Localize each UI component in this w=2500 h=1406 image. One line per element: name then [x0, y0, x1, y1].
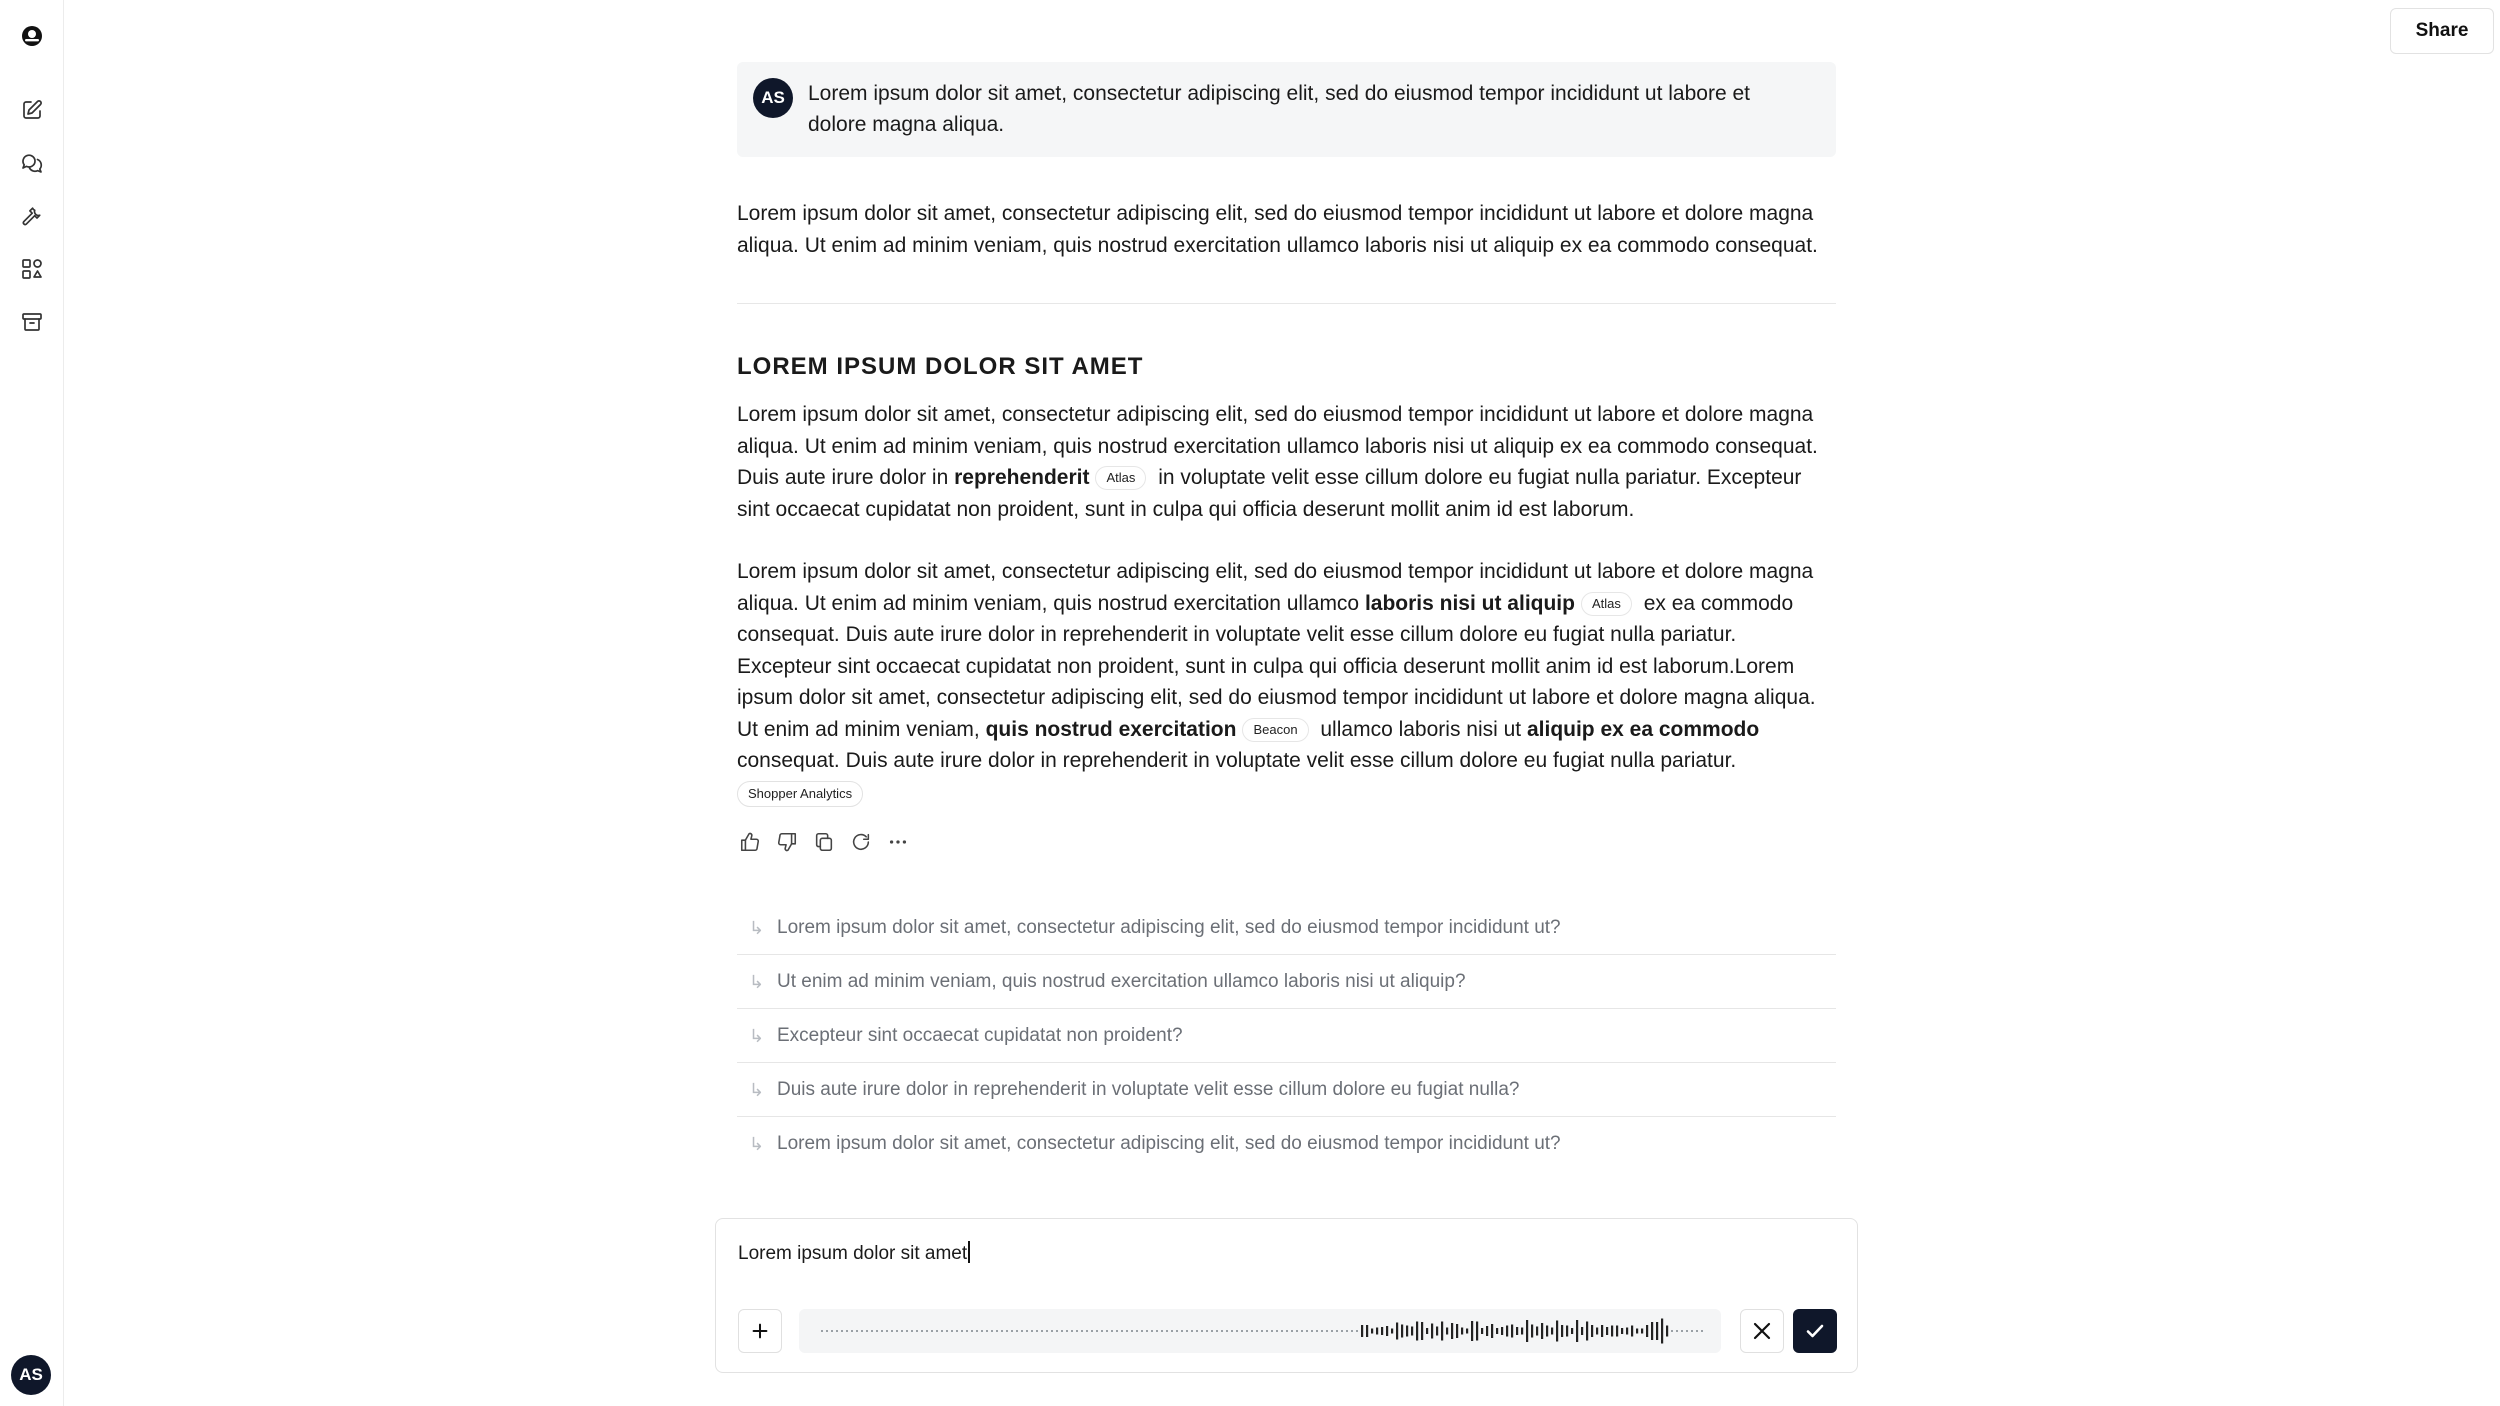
followup-item[interactable] — [737, 1063, 1836, 1117]
bold-text: laboris nisi ut aliquip — [1364, 591, 1575, 615]
waveform-graphic — [799, 1309, 1721, 1353]
source-badge[interactable]: Shopper Analytics — [737, 781, 863, 807]
user-message-avatar: AS — [753, 78, 793, 118]
text-span: Lorem ipsum dolor sit amet, consectetur adipiscing elit, sed do eiusmod tempor incididunt ut labore et dolore magna aliqua. Ut enim ad minim veniam, quis nostrud exercitation ullamco — [737, 560, 1814, 615]
regenerate-icon[interactable] — [848, 829, 874, 855]
text-span: Lorem ipsum dolor sit amet, consectetur adipiscing elit, sed do eiusmod tempor incididunt ut labore et dolore magna aliqua. Ut enim ad minim veniam, quis nostrud exercitation ullamco laboris nisi ut aliquip ex ea commodo consequat. Duis aute irure dolor in — [737, 403, 1818, 489]
citation-badge[interactable]: Beacon — [1242, 718, 1308, 742]
text-span: ullamco laboris nisi ut — [1314, 717, 1527, 741]
more-icon[interactable] — [885, 829, 911, 855]
citation-badge[interactable]: Atlas — [1095, 466, 1146, 490]
answer-paragraph-2 — [737, 556, 1836, 777]
user-message — [737, 62, 1836, 157]
close-icon — [1750, 1319, 1774, 1343]
composer — [715, 1218, 1858, 1373]
check-icon — [1803, 1319, 1827, 1343]
message-actions — [737, 829, 911, 855]
citation-badge[interactable]: Atlas — [1581, 592, 1632, 616]
apps-icon[interactable] — [14, 251, 50, 287]
followup-suggestions — [737, 901, 1836, 1171]
text-caret — [968, 1241, 970, 1263]
text-span: in voluptate velit esse cillum dolore eu fugiat nulla pariatur. Excepteur sint occaecat cupidatat non proident, sunt in culpa qui officia deserunt mollit anim id est laborum. — [737, 466, 1802, 521]
logo-icon[interactable] — [14, 18, 50, 54]
divider — [737, 303, 1836, 304]
reply-arrow-icon: ↳ — [749, 1134, 765, 1154]
followup-item[interactable] — [737, 901, 1836, 955]
followup-text: Excepteur sint occaecat cupidatat non proident? — [777, 1024, 1183, 1046]
followup-text: Ut enim ad minim veniam, quis nostrud exercitation ullamco laboris nisi ut aliquip? — [777, 970, 1466, 992]
section-title: LOREM IPSUM DOLOR SIT AMET — [737, 353, 1144, 380]
logo-icon-graphic — [20, 24, 44, 48]
confirm-recording-button[interactable] — [1793, 1309, 1837, 1353]
answer-intro: Lorem ipsum dolor sit amet, consectetur adipiscing elit, sed do eiusmod tempor incididunt ut labore et dolore magna aliqua. Ut enim ad minim veniam, quis nostrud exercitation ullamco laboris nisi ut aliquip ex ea commodo consequat. — [737, 202, 1818, 257]
message-input-value: Lorem ipsum dolor sit amet — [738, 1243, 968, 1264]
followup-text: Duis aute irure dolor in reprehenderit in voluptate velit esse cillum dolore eu fugiat nulla? — [777, 1078, 1520, 1100]
bold-text: aliquip ex ea commodo — [1526, 717, 1760, 741]
text-span: ex ea commodo consequat. Duis aute irure dolor in reprehenderit in voluptate velit esse cillum dolore eu fugiat nulla pariatur. Excepteur sint occaecat cupidatat non proident, sunt in culpa qui officia deserunt mollit anim id est laborum.Lorem ipsum dolor sit amet, consectetur adipiscing elit, sed do eiusmod tempor incididunt ut labore et dolore magna aliqua. Ut enim ad minim veniam, — [737, 591, 1816, 741]
tools-icon[interactable] — [14, 198, 50, 234]
plus-icon — [749, 1320, 771, 1342]
sidebar — [0, 0, 64, 1406]
cancel-recording-button[interactable] — [1740, 1309, 1784, 1353]
followup-text: Lorem ipsum dolor sit amet, consectetur adipiscing elit, sed do eiusmod tempor incididunt ut? — [777, 1133, 1561, 1154]
text-span: consequat. Duis aute irure dolor in reprehenderit in voluptate velit esse cillum dolore eu fugiat nulla pariatur. — [737, 749, 1737, 772]
message-input[interactable] — [738, 1241, 970, 1265]
new-chat-icon[interactable] — [14, 92, 50, 128]
followup-item[interactable] — [737, 1117, 1836, 1171]
answer-paragraph-1 — [737, 399, 1836, 525]
bold-text: quis nostrud exercitation — [985, 717, 1237, 741]
reply-arrow-icon: ↳ — [749, 972, 765, 992]
followup-item[interactable] — [737, 1009, 1836, 1063]
attach-button[interactable] — [738, 1309, 782, 1353]
copy-icon[interactable] — [811, 829, 837, 855]
followup-item[interactable] — [737, 955, 1836, 1009]
archive-icon[interactable] — [14, 304, 50, 340]
user-avatar[interactable]: AS — [11, 1355, 51, 1395]
reply-arrow-icon: ↳ — [749, 1026, 765, 1046]
thumbs-up-icon[interactable] — [737, 829, 763, 855]
chats-icon[interactable] — [14, 145, 50, 181]
followup-text: Lorem ipsum dolor sit amet, consectetur adipiscing elit, sed do eiusmod tempor incididunt ut? — [777, 916, 1561, 938]
voice-waveform — [799, 1309, 1721, 1353]
bold-text: reprehenderit — [954, 466, 1090, 489]
user-message-text: Lorem ipsum dolor sit amet, consectetur adipiscing elit, sed do eiusmod tempor incididunt ut labore et dolore magna aliqua. — [808, 82, 1750, 136]
share-button[interactable]: Share — [2390, 8, 2494, 54]
reply-arrow-icon: ↳ — [749, 1080, 765, 1100]
reply-arrow-icon: ↳ — [749, 918, 765, 938]
thumbs-down-icon[interactable] — [774, 829, 800, 855]
